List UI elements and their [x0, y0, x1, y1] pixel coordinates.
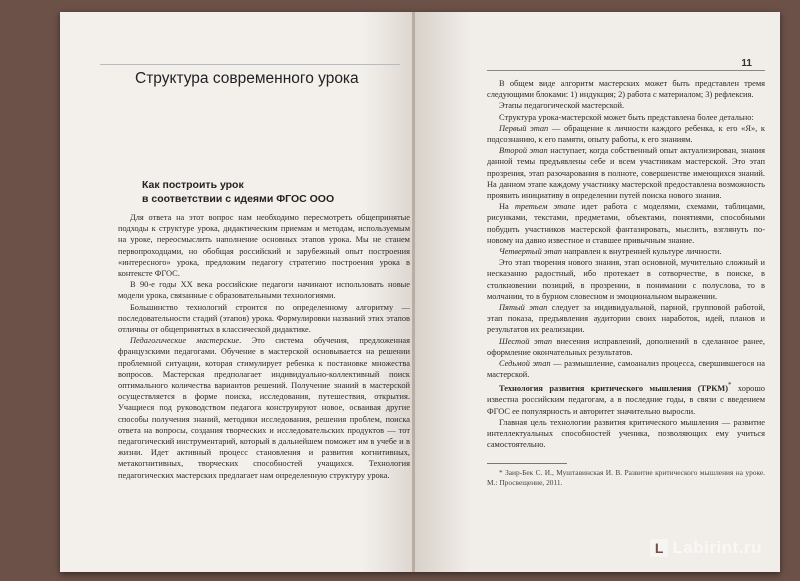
- paragraph-workshops: [118, 335, 410, 481]
- trkm-text: хорошо известна российским педагогам, а в последние годы, в связи с введением ФГОС ее популярность и авторитет значительно выросли.: [487, 384, 765, 416]
- term-stage-4: Четвертый этап: [499, 247, 562, 257]
- term-stage-6: Шестой этап: [499, 336, 553, 346]
- watermark: [650, 538, 762, 558]
- stage-6-text: внесения исправлений, дополнений в сделанное ранее, оформление окончательных результатов.: [487, 336, 765, 357]
- paragraph: В общем виде алгоритм мастерских может быть представлен тремя следующими блоками: 1) индукция; 2) работа с материалом; 3) рефлексия.: [487, 79, 765, 100]
- stage-1-text: — обращение к личности каждого ребенка, к его «Я», к подсознанию, к его памяти, опыту работы, к его знаниям.: [487, 123, 765, 145]
- term-workshops: Педагогические мастерские: [130, 336, 240, 346]
- stage-3-pre: На: [499, 202, 515, 212]
- left-body-text: [118, 212, 410, 481]
- term-trkm: Технология развития критического мышления (ТРКМ): [499, 384, 729, 394]
- footnote: * Заир-Бек С. И., Муштавинская И. В. Развитие критического мышления на уроке. М.: Просвещение, 2011.: [487, 467, 765, 487]
- paragraph: Это этап творения нового знания, этап основной, мучительно сложный и нескаэанно радостный, ибо протекает в сотворчестве, в поиске, в столкновении позиций, в прозрении, в понимании с полуслова, то в молчании, то в бурном словесном и эмоциональном выражении.: [487, 258, 765, 301]
- right-body-text: [487, 78, 765, 488]
- paragraph-stage-4: [487, 246, 765, 257]
- term-stage-2: Второй этап: [499, 146, 548, 156]
- open-book: [60, 12, 780, 572]
- paragraph: Большинство технологий строится по определенному алгоритму — последовательности стадий (этапов) урока. Формулировки названий этих этапов отличны от общепринятых в классической дидактике.: [118, 302, 410, 335]
- paragraph: В 90-е годы XX века российские педагоги начинают использовать новые модели урока, связанные с образовательными технологиями.: [118, 280, 410, 301]
- paragraph: Для ответа на этот вопрос нам необходимо пересмотреть общепринятые подходы к структуре урока, дидактическим приемам и методам, используемым на уроке, переосмыслить наполнение основных этапов урока. Мы не станем первопроходцами, но обобщая российский и зарубежный опыт построения «интересного» урока, предложим педагогу стратегию построения урока в контексте ФГОС.: [118, 213, 410, 279]
- paragraph-trkm: [487, 380, 765, 416]
- stage-4-text: направлен к внутренней культуре личности.: [561, 247, 722, 257]
- section-subtitle: [142, 178, 382, 206]
- paragraph: Главная цель технологии развития критического мышления — развитие интеллектуальных способностей ученика, позволяющих ему учиться самостоятельно.: [487, 417, 765, 450]
- paragraph-stage-6: [487, 336, 765, 358]
- stage-2-text: наступает, когда собственный опыт актуализирован, знания данной темы предъявлены себе и всем участникам мастерской. Это этап прозрения, этап разочарования в полноте, совершенстве имеющихся знаний. На данном этапе каждому участнику мастерской предоставлена возможность проявить инициативу в определении путей поиска нового знания.: [487, 146, 766, 201]
- term-stage-5: Пятый этап: [499, 303, 548, 313]
- subtitle-line-1: Как построить урок: [142, 179, 244, 191]
- paragraph-stage-2: [487, 145, 765, 201]
- watermark-text: Labirint.ru: [672, 538, 762, 557]
- right-page: [415, 12, 780, 572]
- term-stage-7: Седьмой этап: [499, 359, 551, 369]
- paragraph-stage-1: [487, 123, 765, 145]
- term-stage-3: третьем этапе: [514, 202, 576, 212]
- paragraph-stage-5: [487, 302, 765, 336]
- paragraph-stage-3: [487, 201, 765, 246]
- left-page: [60, 12, 415, 572]
- stage-5-text: следует за индивидуальной, парной, групповой работой, этап показа, предъявления аудитории своих наработок, идей, планов и результатов их реализации.: [487, 303, 765, 335]
- footnote-rule: [487, 463, 567, 464]
- left-header-rule: [100, 64, 400, 65]
- right-header-rule: [487, 70, 765, 71]
- term-stage-1: Первый этап: [499, 123, 549, 133]
- paragraph: Этапы педагогической мастерской.: [499, 101, 625, 111]
- stage-7-text: — размышление, самоанализ процесса, свершившегося на мастерской.: [487, 359, 765, 380]
- watermark-badge: L: [650, 539, 668, 557]
- page-number: 11: [741, 58, 752, 69]
- chapter-title: Структура современного урока: [135, 70, 359, 87]
- paragraph: Структура урока-мастерской может быть представлена более детально:: [499, 112, 754, 122]
- workshop-text: . Это система обучения, предложенная французскими педагогами. Обучение в мастерской основывается на решении проблемной ситуации, которая стимулирует ребенка к постановке множества вопросов. Мастерская предполагает индивидуально-коллективный поиск оптимального количества вариантов решений. Получение знаний в мастерской осуществляется в форме поиска, исследования, путешествия, открытия. Учащиеся под руководством педагога конструируют новое, осваивая другие способы получения знаний, методики исследования, решения проблем, поиска ответа на вопросы, создания творческих и исследовательских продуктов — тот педагогический инструментарий, который в дальнейшем поможет им в учебе и в жизни. Идет активный процесс становления и развития когнитивных, метакогнитивных, творческих способностей учащихся. Технология педагогических мастерских предлагает нам определенную структуру урока.: [118, 336, 410, 480]
- paragraph-stage-7: [487, 358, 765, 380]
- subtitle-line-2: в соответствии с идеями ФГОС ООО: [142, 193, 335, 205]
- footnote-mark: *: [728, 381, 732, 390]
- stage-3-text: идет работа с моделями, схемами, таблицами, рисунками, текстами, предметами, объектами, понятиями, способными побудить участников мастерской фантазировать, мыслить, взглянуть по-новому на давно известное и ставшее привычным знание.: [487, 202, 765, 245]
